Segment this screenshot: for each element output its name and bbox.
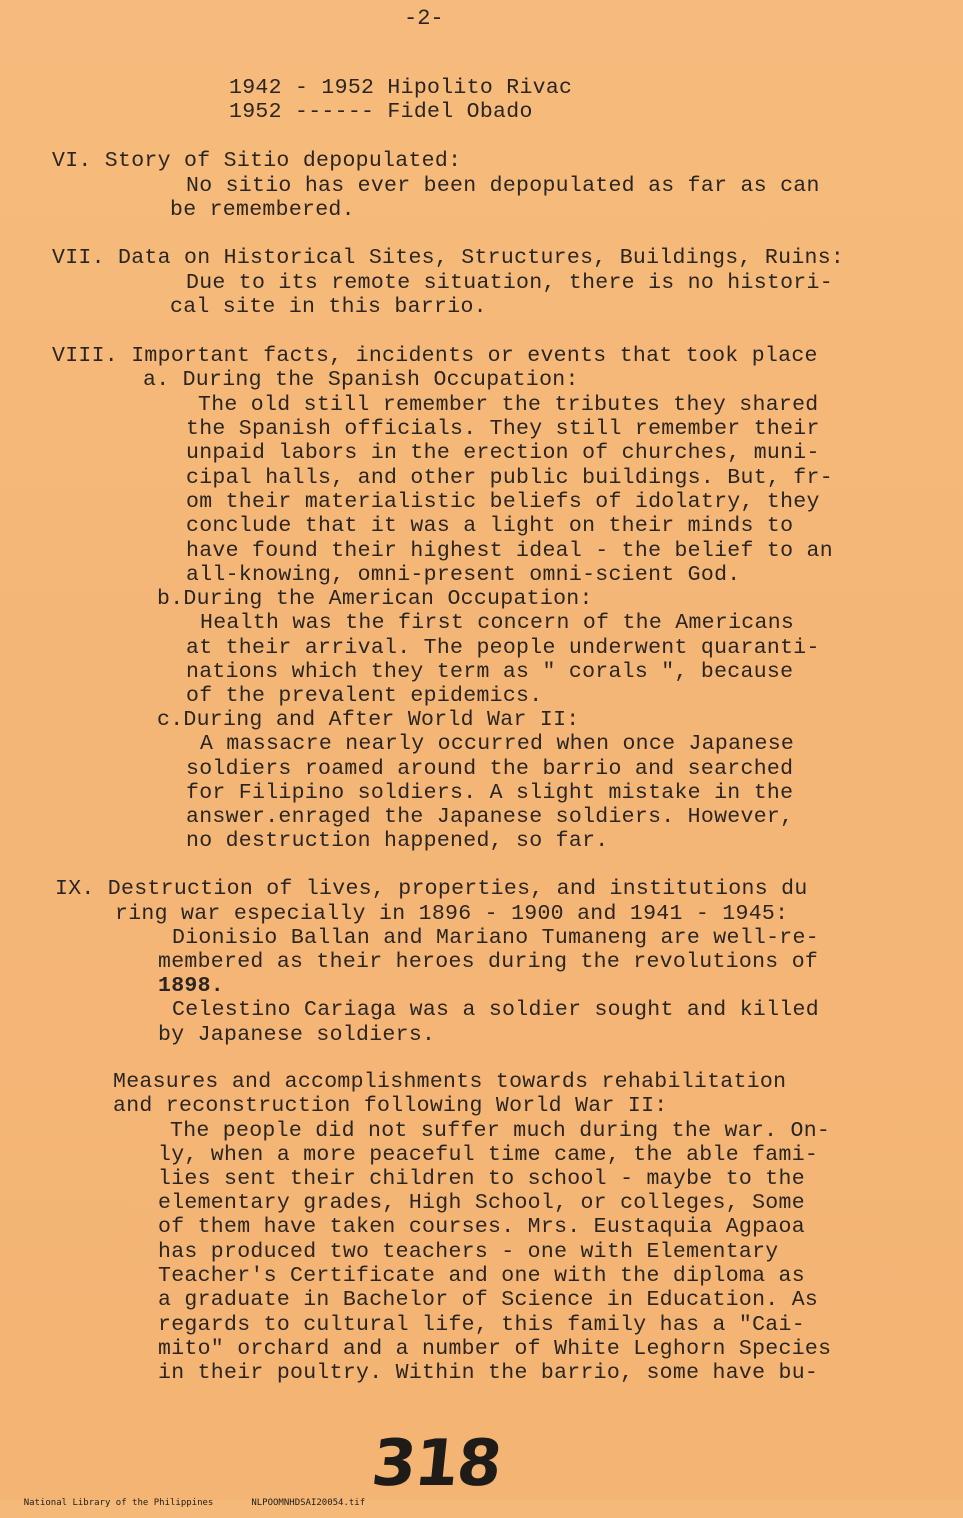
section-vii-heading: VII. Data on Historical Sites, Structures, Buildings, Ruins:: [52, 246, 845, 270]
measures-text: lies sent their children to school - maybe to the: [158, 1167, 805, 1191]
measures-text: The people did not suffer much during the war. On-: [170, 1119, 831, 1143]
subsection-a-heading: a. During the Spanish Occupation:: [143, 368, 579, 392]
measures-text: in their poultry. Within the barrio, some have bu-: [158, 1361, 819, 1385]
section-vi-heading: VI. Story of Sitio depopulated:: [52, 149, 462, 173]
official-line: 1942 - 1952 Hipolito Rivac: [229, 76, 573, 100]
subsection-c-text: no destruction happened, so far.: [186, 829, 609, 853]
subsection-c-text: for Filipino soldiers. A slight mistake in the: [186, 781, 794, 805]
section-vii-text: cal site in this barrio.: [170, 295, 487, 319]
subsection-a-text: cipal halls, and other public buildings. But, fr-: [186, 466, 833, 490]
handwritten-page-number: 318: [368, 1427, 504, 1501]
subsection-c-text: answer.enraged the Japanese soldiers. However,: [186, 805, 794, 829]
section-ix-text: Celestino Cariaga was a soldier sought and killed: [172, 998, 819, 1022]
section-vi-text: No sitio has ever been depopulated as far as can: [186, 174, 820, 198]
section-vi-text: be remembered.: [170, 198, 355, 222]
subsection-a-text: conclude that it was a light on their minds to: [186, 514, 794, 538]
measures-text: has produced two teachers - one with Elementary: [158, 1240, 779, 1264]
section-ix-text: Dionisio Ballan and Mariano Tumaneng are well-re-: [172, 926, 819, 950]
subsection-c-heading: c.During and After World War II:: [157, 708, 580, 732]
measures-text: mito" orchard and a number of White Leghorn Species: [158, 1337, 832, 1361]
page-number: -2-: [404, 6, 444, 31]
measures-text: ly, when a more peaceful time came, the able fami-: [158, 1143, 819, 1167]
subsection-c-text: soldiers roamed around the barrio and searched: [186, 757, 794, 781]
subsection-b-text: nations which they term as " corals ", because: [186, 660, 794, 684]
subsection-c-text: A massacre nearly occurred when once Japanese: [200, 732, 795, 756]
section-ix-heading: IX. Destruction of lives, properties, and institutions du: [55, 877, 808, 901]
section-ix-text: 1898.: [158, 974, 225, 998]
official-line: 1952 ------ Fidel Obado: [229, 100, 533, 124]
subsection-b-text: Health was the first concern of the Americans: [200, 611, 795, 635]
measures-text: elementary grades, High School, or colleges, Some: [158, 1191, 805, 1215]
section-ix-text: membered as their heroes during the revolutions of: [158, 950, 819, 974]
section-viii-heading: VIII. Important facts, incidents or events that took place: [52, 344, 818, 368]
subsection-a-text: The old still remember the tributes they shared: [198, 393, 819, 417]
subsection-a-text: the Spanish officials. They still remember their: [186, 417, 820, 441]
measures-heading: and reconstruction following World War II:: [113, 1094, 668, 1118]
footer-library: National Library of the Philippines: [23, 1498, 214, 1508]
scan-footer: [2, 1488, 403, 1518]
measures-text: of them have taken courses. Mrs. Eustaquia Agpaoa: [158, 1215, 805, 1239]
footer-filename: NLPOOMNHDSAI20054.tif: [251, 1498, 366, 1508]
subsection-b-heading: b.During the American Occupation:: [157, 587, 593, 611]
subsection-a-text: all-knowing, omni-present omni-scient God.: [186, 563, 741, 587]
measures-heading: Measures and accomplishments towards rehabilitation: [113, 1070, 787, 1094]
section-vii-text: Due to its remote situation, there is no histori-: [186, 271, 833, 295]
section-ix-heading: ring war especially in 1896 - 1900 and 1941 - 1945:: [115, 902, 789, 926]
measures-text: Teacher's Certificate and one with the diploma as: [158, 1264, 805, 1288]
subsection-a-text: have found their highest ideal - the belief to an: [186, 539, 833, 563]
subsection-a-text: om their materialistic beliefs of idolatry, they: [186, 490, 820, 514]
section-ix-text: by Japanese soldiers.: [158, 1023, 436, 1047]
subsection-b-text: at their arrival. The people underwent quaranti-: [186, 636, 820, 660]
subsection-b-text: of the prevalent epidemics.: [186, 684, 543, 708]
measures-text: a graduate in Bachelor of Science in Education. As: [158, 1288, 819, 1312]
subsection-a-text: unpaid labors in the erection of churches, muni-: [186, 441, 820, 465]
measures-text: regards to cultural life, this family has a "Cai-: [158, 1313, 805, 1337]
